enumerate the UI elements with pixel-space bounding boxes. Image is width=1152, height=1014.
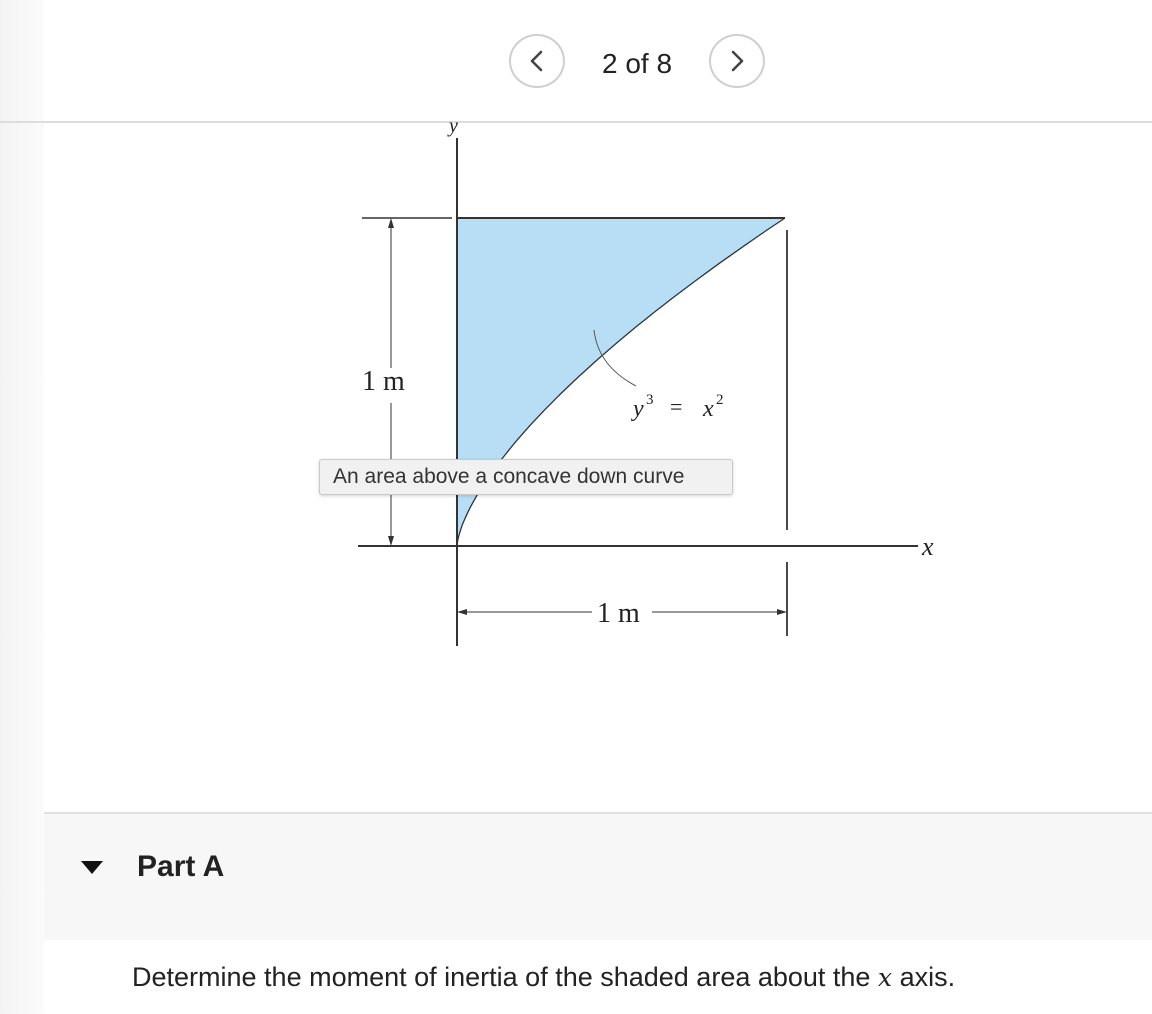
curve-equation-y: y — [633, 396, 644, 422]
x-axis-label: x — [922, 532, 934, 561]
chevron-right-icon — [728, 50, 746, 72]
curve-equation-equals: = — [670, 394, 683, 419]
width-dimension-label: 1 m — [597, 598, 640, 629]
question-variable: x — [877, 963, 893, 992]
width-dim-arrow-left — [457, 609, 467, 615]
part-a-section — [44, 812, 1152, 940]
shaded-area — [457, 218, 785, 546]
question-text — [132, 962, 955, 993]
figure-pager — [0, 34, 1152, 90]
page-indicator: 2 of 8 — [601, 48, 673, 79]
curve-equation-y-exponent: 3 — [646, 392, 654, 408]
curve-equation-x: x — [703, 396, 714, 422]
area-diagram-svg — [340, 118, 960, 658]
y-axis-label: y — [449, 118, 458, 137]
chevron-left-icon — [528, 50, 546, 72]
figure-diagram — [340, 118, 960, 658]
question-text-after: axis. — [892, 962, 956, 992]
part-a-title: Part A — [137, 850, 225, 883]
curve-equation-x-exponent: 2 — [716, 392, 724, 408]
height-dimension-label: 1 m — [362, 366, 405, 397]
previous-figure-button[interactable] — [509, 34, 565, 88]
part-a-collapse-toggle[interactable] — [72, 852, 112, 882]
triangle-down-icon — [80, 859, 104, 875]
height-dim-arrow-top — [388, 218, 394, 228]
width-dim-arrow-right — [777, 609, 787, 615]
left-gutter — [0, 0, 44, 1014]
next-figure-button[interactable] — [709, 34, 765, 88]
figure-alt-text-tooltip: An area above a concave down curve — [319, 459, 733, 495]
height-dim-arrow-bottom — [388, 536, 394, 546]
question-text-before: Determine the moment of inertia of the shaded area about the — [132, 962, 878, 992]
